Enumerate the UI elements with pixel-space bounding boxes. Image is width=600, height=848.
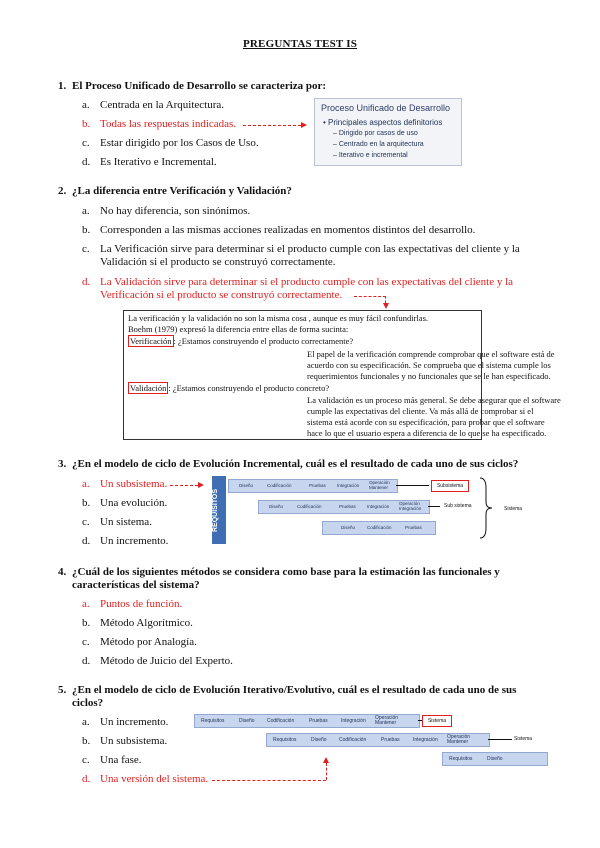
option-text: Es Iterativo e Incremental.: [100, 156, 217, 168]
option-3c: [82, 516, 202, 529]
flow-arrow: [396, 485, 429, 486]
option-letter: c.: [82, 516, 90, 528]
box-text: cumple las expectativas del cliente. Va más allá de comprobar si el: [307, 406, 534, 416]
phase-label: Pruebas: [309, 718, 328, 724]
phase-label: Pruebas: [339, 504, 356, 509]
question-5: [58, 684, 588, 710]
flow-arrow: [428, 506, 440, 507]
option-4c: [82, 636, 322, 649]
option-text: Método por Analogía.: [100, 636, 197, 648]
option-text: Una fase.: [100, 754, 142, 766]
phase-label: Diseño: [269, 504, 284, 509]
question-number: 5.: [58, 684, 67, 696]
option-letter: d.: [82, 276, 91, 288]
increment-row-1: [228, 479, 398, 493]
iteration-row-2: [266, 733, 490, 747]
question-text: ¿La diferencia entre Verificación y Validación?: [72, 185, 292, 197]
phase-label: Pruebas: [405, 525, 422, 530]
option-letter: d.: [82, 773, 91, 785]
phase-label: Codificación: [297, 504, 322, 509]
option-text: Un subsistema.: [100, 478, 168, 490]
increment-row-2: [258, 500, 430, 514]
option-letter: d.: [82, 655, 91, 667]
option-letter: c.: [82, 754, 90, 766]
phase-label: Diseño: [239, 483, 254, 488]
option-4a-correct: [82, 598, 322, 611]
option-text: Un subsistema.: [100, 735, 168, 747]
phase-label: Operación Mantener: [375, 715, 399, 726]
option-text: La Validación sirve para determinar si el producto cumple con las expectativas del cliente y la: [100, 276, 514, 288]
phase-label: Requisitos: [201, 718, 225, 724]
unified-process-box: [314, 98, 462, 166]
option-letter: a.: [82, 205, 90, 217]
phase-label: Pruebas: [309, 483, 326, 488]
option-2b: [82, 224, 562, 237]
grouping-brace-icon: [478, 476, 498, 540]
box-bullet-text: Principales aspectos definitorios: [328, 118, 443, 127]
iteration-row-1: [194, 714, 420, 728]
option-2a: [82, 205, 562, 218]
box-text: : ¿Estamos construyendo el producto concreto?: [168, 383, 330, 393]
option-5b: [82, 735, 192, 748]
option-3d: [82, 535, 202, 548]
box-item-text: Iterativo e incremental: [338, 152, 408, 159]
flow-arrow: [488, 739, 512, 740]
option-letter: b.: [82, 735, 91, 747]
option-2c: [82, 243, 562, 269]
option-letter: d.: [82, 156, 91, 168]
question-3: [58, 458, 588, 471]
phase-label: Codificación: [267, 718, 295, 724]
option-text: Un sistema.: [100, 516, 152, 528]
phase-label: Operación Integración: [399, 501, 422, 511]
phase-label: Diseño: [239, 718, 255, 724]
verification-line: [128, 336, 353, 347]
option-letter: b.: [82, 118, 91, 130]
question-number: 1.: [58, 80, 67, 92]
system-output: Sistema: [514, 736, 533, 742]
question-number: 2.: [58, 185, 67, 197]
verification-tag: Verificación: [130, 336, 172, 346]
increment-row-3: [322, 521, 436, 535]
phase-label: Integración: [337, 483, 360, 488]
answer-arrow: [170, 485, 198, 486]
box-item: – Centrado en la arquitectura: [333, 141, 424, 148]
box-item-text: Dirigido por casos de uso: [338, 130, 418, 137]
phase-label: Integración: [341, 718, 366, 724]
box-heading: Proceso Unificado de Desarrollo: [321, 103, 451, 113]
option-1a: [82, 99, 322, 112]
system-output: Sistema: [504, 506, 523, 512]
option-text: Centrada en la Arquitectura.: [100, 99, 225, 111]
phase-label: Codificación: [367, 525, 392, 530]
option-text: Puntos de función.: [100, 598, 183, 610]
validation-line: [128, 383, 329, 394]
box-text: La verificación y la validación no son la misma cosa , aunque es muy fácil confundirlas.: [128, 313, 428, 323]
option-letter: c.: [82, 137, 90, 149]
option-text: La Verificación sirve para determinar si el producto cumple con las expectativas del cliente y la: [100, 243, 520, 255]
question-text: ¿Cuál de los siguientes métodos se considera como base para la estimación las funcionales y: [72, 566, 500, 578]
phase-label: Operación Mantener: [447, 734, 471, 745]
phase-label: Codificación: [267, 483, 292, 488]
phase-label: Integración: [413, 737, 438, 743]
option-letter: b.: [82, 617, 91, 629]
subsystem-output: Subsistema: [431, 480, 469, 492]
option-letter: a.: [82, 99, 90, 111]
option-text: Validación si el producto se construyó correctamente.: [100, 256, 336, 268]
option-2d-correct: [82, 276, 562, 302]
option-1d: [82, 156, 322, 169]
box-item: – Iterativo e incremental: [333, 152, 408, 159]
answer-arrow: [212, 780, 326, 781]
option-text: Un incremento.: [100, 535, 169, 547]
option-text: Una evolución.: [100, 497, 168, 509]
arrow-head-icon: [301, 122, 307, 128]
box-item-text: Centrado en la arquitectura: [338, 141, 424, 148]
box-text: hace lo que el usuario espera a diferencia de lo que se ha especificado.: [307, 428, 547, 438]
validation-tag: Validación: [130, 383, 167, 393]
question-text: ¿En el modelo de ciclo de Evolución Incremental, cuál es el resultado de cada uno de sus ciclos?: [72, 458, 519, 470]
phase-label: Operación Mantener: [369, 480, 390, 490]
phase-label: Integración: [367, 504, 390, 509]
question-2: [58, 185, 578, 198]
phase-label: Requisitos: [449, 756, 473, 762]
phase-label: Codificación: [339, 737, 367, 743]
option-text: Método de Juicio del Experto.: [100, 655, 233, 667]
option-letter: c.: [82, 243, 90, 255]
option-5a: [82, 716, 192, 729]
answer-arrow: [354, 296, 386, 297]
box-text: : ¿Estamos construyendo el producto correctamente?: [173, 336, 354, 346]
box-item: – Dirigido por casos de uso: [333, 130, 418, 137]
option-letter: d.: [82, 535, 91, 547]
answer-arrow: [243, 125, 301, 126]
option-letter: a.: [82, 598, 90, 610]
question-text: ¿En el modelo de ciclo de Evolución Iterativo/Evolutivo, cuál es el resultado de cada uno de sus: [72, 684, 517, 696]
question-text: El Proceso Unificado de Desarrollo se caracteriza por:: [72, 80, 327, 92]
iteration-row-3: [442, 752, 548, 766]
option-text: Un incremento.: [100, 716, 169, 728]
option-letter: b.: [82, 224, 91, 236]
option-text: Todas las respuestas indicadas.: [100, 118, 237, 130]
page-title: PREGUNTAS TEST IS: [242, 38, 358, 50]
phase-label: Diseño: [341, 525, 356, 530]
phase-label: Diseño: [311, 737, 327, 743]
requirements-label: REQUISITOS: [212, 476, 226, 544]
subsystem-output: Sub sistema: [444, 503, 472, 509]
phase-label: Diseño: [487, 756, 503, 762]
question-number: 3.: [58, 458, 67, 470]
option-4d: [82, 655, 322, 668]
option-1c: [82, 137, 322, 150]
option-text: Estar dirigido por los Casos de Uso.: [100, 137, 259, 149]
box-text: sistema está acorde con su especificación, para probar que el software: [307, 417, 545, 427]
box-text: Boehm (1979) expresó la diferencia entre ellas de forma sucinta:: [128, 324, 349, 334]
system-output: Sistema: [422, 715, 452, 727]
option-text: Verificación si el producto se construyó correctamente.: [100, 289, 343, 301]
box-bullet: • Principales aspectos definitorios: [323, 118, 443, 127]
option-letter: a.: [82, 716, 90, 728]
question-4: [58, 566, 588, 592]
option-text: No hay diferencia, son sinónimos.: [100, 205, 251, 217]
verification-validation-box: [123, 310, 561, 440]
answer-arrow-stem: [326, 763, 327, 780]
question-text: características del sistema?: [72, 579, 200, 591]
arrow-head-icon: [323, 757, 329, 763]
phase-label: Pruebas: [381, 737, 400, 743]
arrow-head-icon: [383, 303, 389, 309]
option-5c: [82, 754, 192, 767]
question-number: 4.: [58, 566, 67, 578]
option-text: Una versión del sistema.: [100, 773, 209, 785]
box-text: acuerdo con su especificación. Se comprueba que el sistema cumple los: [307, 360, 551, 370]
phase-label: Requisitos: [273, 737, 297, 743]
box-text: La validación es un proceso más general. Se debe asegurar que el software: [307, 395, 561, 405]
option-4b: [82, 617, 322, 630]
option-text: Método Algorítmico.: [100, 617, 193, 629]
box-text: El papel de la verificación comprende comprobar que el software está de: [307, 349, 555, 359]
option-letter: b.: [82, 497, 91, 509]
option-letter: c.: [82, 636, 90, 648]
box-text: requerimientos funcionales y no funcionales que se le han especificado.: [307, 371, 551, 381]
arrow-head-icon: [198, 482, 204, 488]
option-text: Corresponden a las mismas acciones realizadas en momentos distintos del desarrollo.: [100, 224, 476, 236]
question-text: ciclos?: [72, 697, 104, 709]
answer-arrow-stem: [385, 296, 386, 303]
option-3b: [82, 497, 202, 510]
option-letter: a.: [82, 478, 90, 490]
